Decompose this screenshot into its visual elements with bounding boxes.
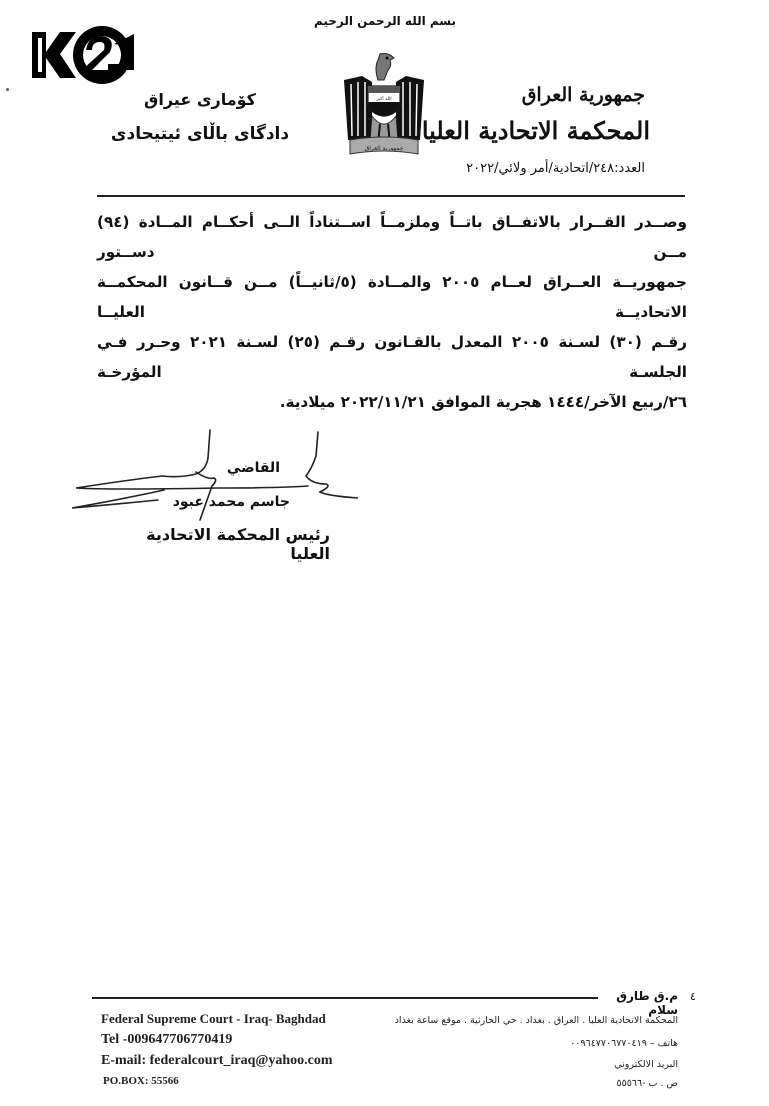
footer-phone-arabic: هاتف – ٠٠٩٦٤٧٧٠٦٧٧٠٤١٩ xyxy=(570,1038,678,1049)
footer-email-label-arabic: البريد الالكتروني xyxy=(614,1059,678,1070)
reference-number: العدد:٢٤٨/اتحادية/أمر ولائي/٢٠٢٢ xyxy=(466,161,645,176)
footer-court-name-english: Federal Supreme Court - Iraq- Baghdad xyxy=(101,1011,326,1026)
decision-line: جمهوريــة العــراق لعــام ٢٠٠٥ والمــادة (٥/ثانيــاً) مــن قــانون المحكمــة الاتحاديــة العليــا xyxy=(97,273,687,321)
footer-email: E-mail: federalcourt_iraq@yahoo.com xyxy=(101,1053,333,1068)
footer-po-box-arabic: ص . ب -٥٥٥٦٦ xyxy=(616,1078,678,1089)
footer-note-name: م.ق طارق سلام xyxy=(616,989,678,1017)
decision-text xyxy=(97,207,687,417)
bismillah: بسم الله الرحمن الرحيم xyxy=(313,14,457,28)
footer-telephone: Tel -009647706770419 xyxy=(101,1032,233,1047)
footer-address-arabic: المحكمة الاتحادية العليا . العراق . بغداد . حي الحارثية . موقع ساعة بغداد xyxy=(394,1015,678,1026)
decision-line: رقـم (٣٠) لسـنة ٢٠٠٥ المعدل بالقـانون رقـم (٢٥) لسـنة ٢٠٢١ وحـرر فـي الجلسـة المؤرخـة xyxy=(97,333,687,381)
arabic-country-name: جمهورية العراق xyxy=(521,84,645,106)
emblem-motto: الله أكبر xyxy=(376,97,392,102)
decision-line: ٢٦/ربيع الآخر/١٤٤٤ هجرية الموافق ٢٠٢٢/١١/٢١ ميلادية. xyxy=(279,393,687,411)
iraq-emblem xyxy=(338,50,430,160)
footer-divider xyxy=(92,997,598,999)
decision-line: وصــدر القــرار بالاتفــاق باتــاً وملزمــاً اســتناداً الــى أحكــام المــادة (٩٤) مــن دســتور xyxy=(97,213,687,261)
signatory-role: رئيس المحكمة الاتحادية العليا xyxy=(146,525,330,563)
footer-po-box: PO.BOX: 55566 xyxy=(103,1075,179,1087)
signatory-title: القاضي xyxy=(226,460,280,476)
scan-speck xyxy=(6,88,9,91)
footer-note-number: ٤ xyxy=(690,990,696,1003)
k24-logo xyxy=(30,24,135,86)
signatory-name: جاسم محمد عبود xyxy=(172,494,290,510)
header-divider xyxy=(97,195,685,197)
kurdish-country-name: كۆمارى عيراق xyxy=(144,90,256,109)
arabic-court-name: المحكمة الاتحادية العليا xyxy=(421,116,650,145)
kurdish-court-name: دادگاى باڵاى ئیتیحادى xyxy=(110,124,290,144)
emblem-caption: جمهورية العراق xyxy=(364,145,404,152)
